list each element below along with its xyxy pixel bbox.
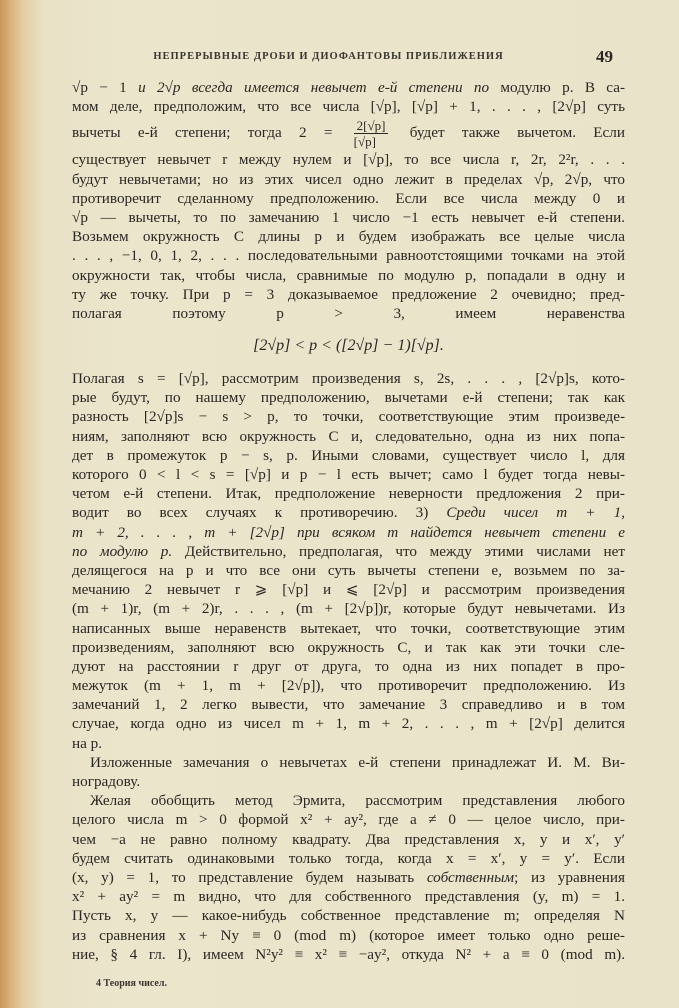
- text-segment: будем считать одинаковыми только тогда, когда x = x′, y = y′. Если: [72, 849, 625, 867]
- page-body: [72, 78, 625, 964]
- text-segment: x² + ay² = m видно, что для собственного представления (y, m) = 1.: [72, 888, 625, 906]
- text-segment: четом e-й степени. Итак, предположение неверности предложения 2 при-: [72, 485, 625, 503]
- text-segment: чем −a не равно полному квадрату. Два представления x, y и x′, y′: [72, 830, 625, 848]
- text-line: [72, 561, 625, 580]
- text-segment: ; из уравнения: [514, 868, 625, 886]
- text-segment: замечаний 1, 2 легко вывести, что замечание 3 справедливо и в том: [72, 696, 625, 714]
- text-segment: Пусть x, y — какое-нибудь собственное представление m; определяя N: [72, 907, 625, 925]
- text-segment: . . . , −1, 0, 1, 2, . . . последовательными равноотстоящими точками на этой: [72, 247, 625, 265]
- signature-footer: 4 Теория чисел.: [96, 978, 167, 989]
- paragraph: [72, 791, 625, 964]
- text-segment: ту же точку. При p = 3 доказываемое предложение 2 очевидно; пред-: [72, 285, 625, 303]
- text-line: [72, 503, 625, 522]
- text-segment: водит во всех случаях к противоречию. 3): [72, 504, 447, 522]
- text-line: [72, 657, 625, 676]
- text-line: [72, 285, 625, 304]
- text-line: [72, 810, 625, 829]
- text-line: [72, 887, 625, 906]
- text-segment: мом деле, предположим, что все числа [√p], [√p] + 1, . . . , [2√p] суть: [72, 98, 625, 116]
- text-segment: ниям, заполняют всю окружность C и, следовательно, одна из них попа-: [72, 427, 625, 445]
- text-segment: ние, § 4 гл. I), имеем N²y² ≡ x² ≡ −ay², откуда N² + a ≡ 0 (mod m).: [72, 945, 625, 963]
- page-number: 49: [596, 47, 613, 66]
- text-segment: написанных выше неравенств вытекает, что точки, соответствующие этим: [72, 619, 625, 637]
- text-line: [72, 189, 625, 208]
- text-line: [72, 78, 625, 97]
- text-segment: мечанию 2 невычет r ⩾ [√p] и ⩽ [2√p] и рассмотрим произведения: [72, 581, 625, 599]
- text-segment: полагая поэтому p > 3, имеем неравенства: [72, 304, 625, 322]
- text-line: [72, 599, 625, 618]
- running-title: НЕПРЕРЫВНЫЕ ДРОБИ И ДИОФАНТОВЫ ПРИБЛИЖЕНИЯ: [153, 51, 504, 62]
- text-line: [72, 714, 625, 733]
- text-line: [72, 484, 625, 503]
- text-line: [72, 170, 625, 189]
- text-line: [72, 926, 625, 945]
- text-segment: модулю p. В са-: [489, 79, 626, 96]
- text-segment: делящегося на p и что все они суть вычеты степени e, возьмем по за-: [72, 561, 625, 579]
- text-line: [72, 580, 625, 599]
- text-line: [72, 791, 625, 810]
- text-line: [72, 772, 625, 791]
- text-line: [72, 868, 625, 887]
- text-segment: и 2√p всегда имеется невычет e-й степени по: [138, 79, 490, 96]
- text-line: [72, 542, 625, 561]
- text-line: [72, 830, 625, 849]
- text-segment: Изложенные замечания о невычетах e-й степени принадлежат И. М. Ви-: [90, 753, 625, 771]
- text-segment: существует невычет r между нулем и [√p], то все числа r, 2r, 2²r, . . .: [72, 151, 625, 169]
- text-line: [72, 369, 625, 388]
- text-line: [72, 945, 625, 964]
- text-segment: Возьмем окружность C длины p и будем изображать все целые числа: [72, 228, 625, 246]
- fraction-denominator: [√p]: [353, 134, 376, 150]
- text-segment: Среди чисел m + 1,: [446, 504, 625, 522]
- text-line: [72, 734, 625, 753]
- text-line: [72, 695, 625, 714]
- text-segment: √p − 1: [72, 79, 139, 96]
- text-segment: по модулю p.: [72, 542, 173, 560]
- text-segment: случае, когда одно из чисел m + 1, m + 2, . . . , m + [2√p] делится: [72, 715, 625, 733]
- text-segment: окружности так, чтобы числа, сравнимые по модулю p, попадали в одну и: [72, 266, 625, 284]
- paragraph: [72, 369, 625, 753]
- text-segment: Действительно, предполагая, что между этими числами нет: [172, 542, 625, 560]
- display-formula: [2√p] < p < ([2√p] − 1)[√p].: [253, 337, 444, 355]
- text-segment: собственным: [426, 868, 515, 886]
- text-segment: Желая обобщить метод Эрмита, рассмотрим представления любого: [90, 792, 625, 810]
- text-segment: Полагая s = [√p], рассмотрим произведения s, 2s, . . . , [2√p]s, кото-: [72, 370, 625, 388]
- text-segment: ноградову.: [72, 773, 141, 790]
- text-segment: целого числа m > 0 формой x² + ay², где a ≠ 0 — целое число, при-: [72, 811, 625, 829]
- text-line: [72, 266, 625, 285]
- text-segment: дуют на расстоянии r друг от друга, то одна из них попадет в про-: [72, 657, 625, 675]
- text-line: [72, 304, 625, 323]
- text-segment: рые будут, по нашему предположению, вычетами e-й степени; так как: [72, 389, 625, 407]
- fraction-line: [72, 116, 625, 150]
- text-segment: межуток (m + 1, m + [2√p]), что противоречит предположению. Из: [72, 677, 625, 695]
- text-line: [72, 619, 625, 638]
- page-header: [72, 47, 625, 67]
- text-segment: произведениям, заполняют всю окружность C, и так как эти точки сле-: [72, 638, 625, 656]
- fraction-numerator: 2[√p]: [354, 118, 389, 134]
- text-line: [72, 465, 625, 484]
- text-line: [72, 97, 625, 116]
- text-segment: будут невычетами; но из этих чисел одно лежит в пределах √p, 2√p, что: [72, 170, 625, 188]
- text-line: [72, 227, 625, 246]
- text-segment: (x, y) = 1, то представление будем называть: [72, 868, 427, 886]
- text-line: [72, 246, 625, 265]
- fraction: [354, 118, 389, 149]
- text-segment: из сравнения x + Ny ≡ 0 (mod m) (которое имеет только одно реше-: [72, 926, 625, 944]
- text-line: [72, 407, 625, 426]
- text-line: [72, 523, 625, 542]
- text-segment: которого 0 < l < s = [√p] и p − l есть вычет; само l будет тогда невы-: [72, 466, 625, 483]
- text-line: [72, 638, 625, 657]
- text-segment: противоречит сделанному предположению. Если все числа между 0 и: [72, 189, 625, 207]
- text-segment: дет в промежуток p − s, p. Иными словами, существует число l, для: [72, 446, 625, 464]
- text-segment: будет также вычетом. Если: [409, 124, 626, 142]
- text-line: [72, 427, 625, 446]
- text-line: [72, 676, 625, 695]
- text-segment: m + 2, . . . , m + [2√p] при всяком m найдется невычет степени e: [72, 523, 625, 541]
- paragraph: [72, 78, 625, 116]
- text-segment: вычеты e-й степени; тогда 2 =: [72, 124, 333, 142]
- text-segment: (m + 1)r, (m + 2)r, . . . , (m + [2√p])r, которые будут невычетами. Из: [72, 600, 625, 618]
- text-line: [72, 208, 625, 227]
- text-segment: на p.: [72, 734, 103, 752]
- text-line: [72, 446, 625, 465]
- text-line: [72, 388, 625, 407]
- text-line: [72, 849, 625, 868]
- text-segment: разность [2√p]s − s > p, то точки, соответствующие этим произведе-: [72, 408, 625, 426]
- text-line: [72, 753, 625, 772]
- text-segment: √p — вычеты, то по замечанию 1 число −1 есть невычет e-й степени.: [72, 208, 625, 226]
- paragraph: [72, 753, 625, 791]
- paragraph: [72, 150, 625, 323]
- text-line: [72, 906, 625, 925]
- text-line: [72, 150, 625, 169]
